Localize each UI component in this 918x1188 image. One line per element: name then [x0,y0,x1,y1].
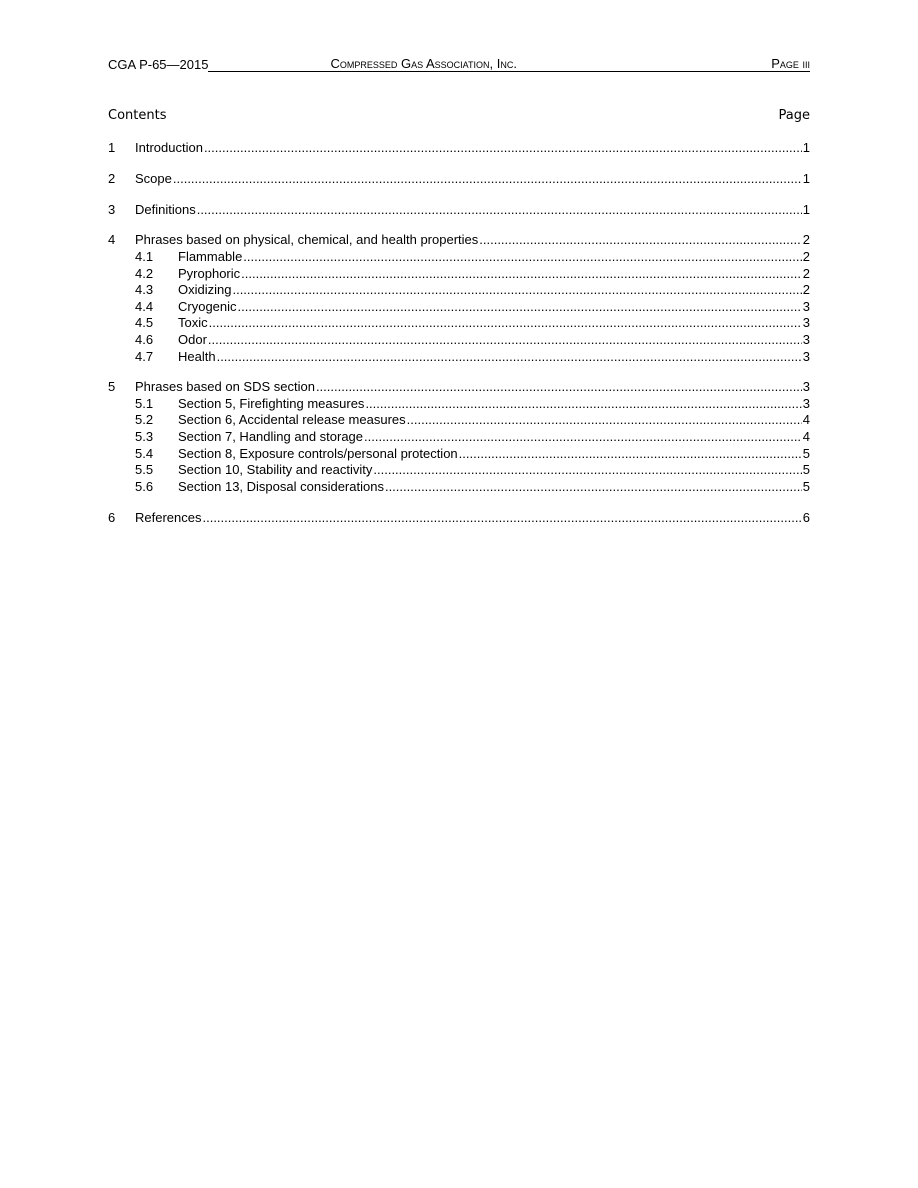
toc-page-number: 2 [802,232,810,248]
toc-section-title: Pyrophoric [178,265,241,281]
table-of-contents [108,140,810,540]
toc-subentry[interactable] [108,299,810,316]
toc-dot-leader [385,479,802,496]
toc-subentry[interactable] [108,349,810,366]
toc-section-title: Odor [178,331,207,347]
toc-subentry[interactable] [108,462,810,479]
toc-section-title: Phrases based on physical, chemical, and health properties [135,232,479,248]
toc-dot-leader [209,315,802,332]
toc-section-number: 5.1 [135,395,154,411]
toc-page-number: 4 [802,412,810,428]
header-org-name: Compressed Gas Association, Inc. [330,56,517,71]
toc-section-group [108,171,810,188]
toc-dot-leader [459,446,802,463]
toc-entry[interactable] [108,379,810,396]
toc-dot-leader [217,349,802,366]
toc-page-number: 2 [802,282,810,298]
toc-dot-leader [208,332,802,349]
toc-section-title: Definitions [135,201,196,217]
toc-section-number: 4 [108,232,116,248]
toc-section-group [108,140,810,157]
toc-section-title: Section 10, Stability and reactivity [178,462,373,478]
toc-section-group [108,232,810,365]
toc-section-title: Introduction [135,140,203,155]
toc-section-number: 4.6 [135,331,154,347]
toc-dot-leader [232,282,801,299]
toc-page-number: 4 [802,429,810,445]
toc-dot-leader [173,171,802,188]
toc-dot-leader [197,202,802,219]
toc-section-number: 2 [108,170,116,186]
toc-page-number: 5 [802,462,810,478]
toc-subentry[interactable] [108,332,810,349]
toc-entry[interactable] [108,232,810,249]
header-rule [517,57,771,72]
toc-page-number: 1 [802,140,810,155]
toc-subentry[interactable] [108,266,810,283]
toc-page-number: 3 [802,331,810,347]
toc-dot-leader [365,396,801,413]
contents-heading-row [108,108,810,123]
toc-section-number: 4.1 [135,248,154,264]
toc-section-number: 4.2 [135,265,154,281]
toc-dot-leader [373,462,801,479]
header-rule [208,57,330,72]
toc-section-title: References [135,509,202,525]
toc-dot-leader [407,412,802,429]
toc-section-title: Flammable [178,248,243,264]
toc-section-number: 4.4 [135,298,154,314]
toc-section-number: 5.3 [135,429,154,445]
page-header [108,54,810,72]
toc-dot-leader [243,249,801,266]
toc-subentry[interactable] [108,429,810,446]
header-doc-id: CGA P-65—2015 [108,57,209,72]
toc-section-title: Section 7, Handling and storage [178,429,364,445]
header-page-number: Page iii [771,56,810,71]
toc-page-number: 3 [802,298,810,314]
toc-section-number: 6 [108,509,116,525]
toc-dot-leader [202,510,801,527]
toc-page-number: 2 [802,265,810,281]
toc-section-number: 5 [108,379,116,395]
toc-section-number: 5.4 [135,445,154,461]
toc-subentry[interactable] [108,315,810,332]
toc-section-group [108,510,810,527]
toc-page-number: 3 [802,379,810,395]
toc-dot-leader [364,429,802,446]
toc-section-number: 5.2 [135,412,154,428]
toc-section-title: Phrases based on SDS section [135,379,315,395]
toc-section-title: Section 8, Exposure controls/personal protection [178,445,458,461]
toc-dot-leader [241,266,802,283]
toc-dot-leader [316,379,802,396]
toc-page-number: 1 [802,170,810,186]
toc-page-number: 1 [802,201,810,217]
toc-section-group [108,379,810,495]
toc-page-number: 5 [802,478,810,494]
toc-section-title: Section 13, Disposal considerations [178,478,384,494]
page-column-heading: Page [778,108,810,123]
toc-section-number: 1 [108,140,116,155]
toc-page-number: 3 [802,395,810,411]
toc-section-title: Cryogenic [178,298,237,314]
toc-section-number: 4.3 [135,282,154,298]
toc-entry[interactable] [108,171,810,188]
toc-section-title: Section 5, Firefighting measures [178,395,365,411]
toc-section-number: 4.7 [135,348,154,364]
toc-subentry[interactable] [108,479,810,496]
toc-subentry[interactable] [108,282,810,299]
toc-page-number: 3 [802,348,810,364]
toc-page-number: 6 [802,509,810,525]
toc-subentry[interactable] [108,396,810,413]
toc-page-number: 3 [802,315,810,331]
toc-section-number: 4.5 [135,315,154,331]
toc-subentry[interactable] [108,412,810,429]
toc-entry[interactable] [108,202,810,219]
toc-dot-leader [204,140,802,157]
toc-entry[interactable] [108,510,810,527]
contents-heading: Contents [108,108,167,123]
toc-section-title: Health [178,348,216,364]
toc-dot-leader [238,299,802,316]
toc-subentry[interactable] [108,249,810,266]
toc-dot-leader [479,232,802,249]
toc-entry[interactable] [108,140,810,157]
toc-section-number: 5.5 [135,462,154,478]
toc-subentry[interactable] [108,446,810,463]
toc-section-number: 3 [108,201,116,217]
toc-section-title: Section 6, Accidental release measures [178,412,406,428]
toc-section-title: Toxic [178,315,208,331]
toc-section-title: Scope [135,170,172,186]
toc-page-number: 2 [802,248,810,264]
toc-page-number: 5 [802,445,810,461]
toc-section-group [108,202,810,219]
toc-section-number: 5.6 [135,478,154,494]
toc-section-title: Oxidizing [178,282,232,298]
